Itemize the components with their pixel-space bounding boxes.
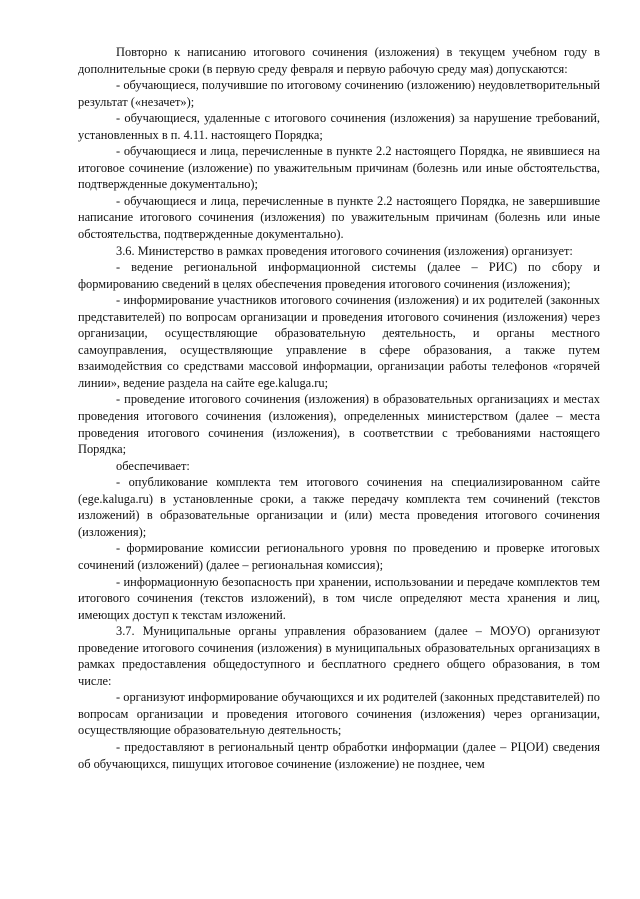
list-item-absent: - обучающиеся и лица, перечисленные в пункте 2.2 настоящего Порядка, не явившиеся на итоговое сочинение (изложение) по уважительным причинам (болезнь или иные обстоятельства, подтвержденные документально); bbox=[78, 144, 600, 192]
section-3-6: 3.6. Министерство в рамках проведения итогового сочинения (изложения) организует: bbox=[116, 243, 573, 258]
list-item-security: - информационную безопасность при хранении, использовании и передаче комплектов тем итогового сочинения (текстов изложений), в том числе определяют места хранения и лиц, имеющих доступ к текстам изложений. bbox=[78, 574, 600, 622]
list-item-rcoi: - предоставляют в региональный центр обработки информации (далее – РЦОИ) сведения об обучающихся, пишущих итоговое сочинение (изложение) не позднее, чем bbox=[78, 739, 600, 771]
list-item-removed: - обучающиеся, удаленные с итогового сочинения (изложения) за нарушение требований, установленных в п. 4.11. настоящего Порядка; bbox=[78, 111, 600, 142]
paragraph-retake-intro: Повторно к написанию итогового сочинения (изложения) в текущем учебном году в дополнительные сроки (в первую среду февраля и первую рабочую среду мая) допускаются: bbox=[78, 45, 600, 76]
paragraph-provides: обеспечивает: bbox=[116, 458, 190, 473]
list-item-publishing: - опубликование комплекта тем итогового сочинения на специализированном сайте (ege.kaluga.ru) в установленные сроки, а также передачу комплекта тем сочинений (текстов изложений) в образовательные организации и (или) места проведения итогового сочинения (изложения); bbox=[78, 475, 600, 539]
document-body bbox=[78, 44, 600, 772]
list-item-not-completed: - обучающиеся и лица, перечисленные в пункте 2.2 настоящего Порядка, не завершившие написание итогового сочинения (изложения) по уважительным причинам (болезнь или иные обстоятельства, подтвержденные документально). bbox=[78, 193, 600, 242]
list-item-conducting: - проведение итогового сочинения (изложения) в образовательных организациях и местах проведения итогового сочинения (изложения), определенных министерством (далее – места проведения итогового сочинения (изложения), в соответствии с требованиями настоящего Порядка; bbox=[78, 392, 600, 457]
section-3-7: 3.7. Муниципальные органы управления образованием (далее – МОУО) организуют проведение итогового сочинения (изложения) в муниципальных образовательных организациях в рамках предоставления общедоступного и бесплатного среднего общего образования, в том числе: bbox=[78, 624, 600, 688]
list-item-informing: - информирование участников итогового сочинения (изложения) и их родителей (законных представителей) по вопросам организации и проведения итогового сочинения (изложения) через организации, осуществляющие образовательную деятельность, и органы местного самоуправления, осуществляющие управление в сфере образования, а также путем взаимодействия со средствами массовой информации, организации работы телефонов «горячей линии», ведение раздела на сайте ege.kaluga.ru; bbox=[78, 293, 600, 390]
list-item-commission: - формирование комиссии регионального уровня по проведению и проверке итоговых сочинений (изложений) (далее – региональная комиссия); bbox=[78, 541, 600, 572]
list-item-mouo-informing: - организуют информирование обучающихся и их родителей (законных представителей) по вопросам организации и проведения итогового сочинения (изложения) через организации, осуществляющие образовательную деятельность; bbox=[78, 690, 600, 738]
list-item-unsatisfactory: - обучающиеся, получившие по итоговому сочинению (изложению) неудовлетворительный результат («незачет»); bbox=[78, 78, 600, 109]
list-item-ris: - ведение региональной информационной системы (далее – РИС) по сбору и формированию сведений в целях обеспечения проведения итогового сочинения (изложения); bbox=[78, 260, 600, 291]
